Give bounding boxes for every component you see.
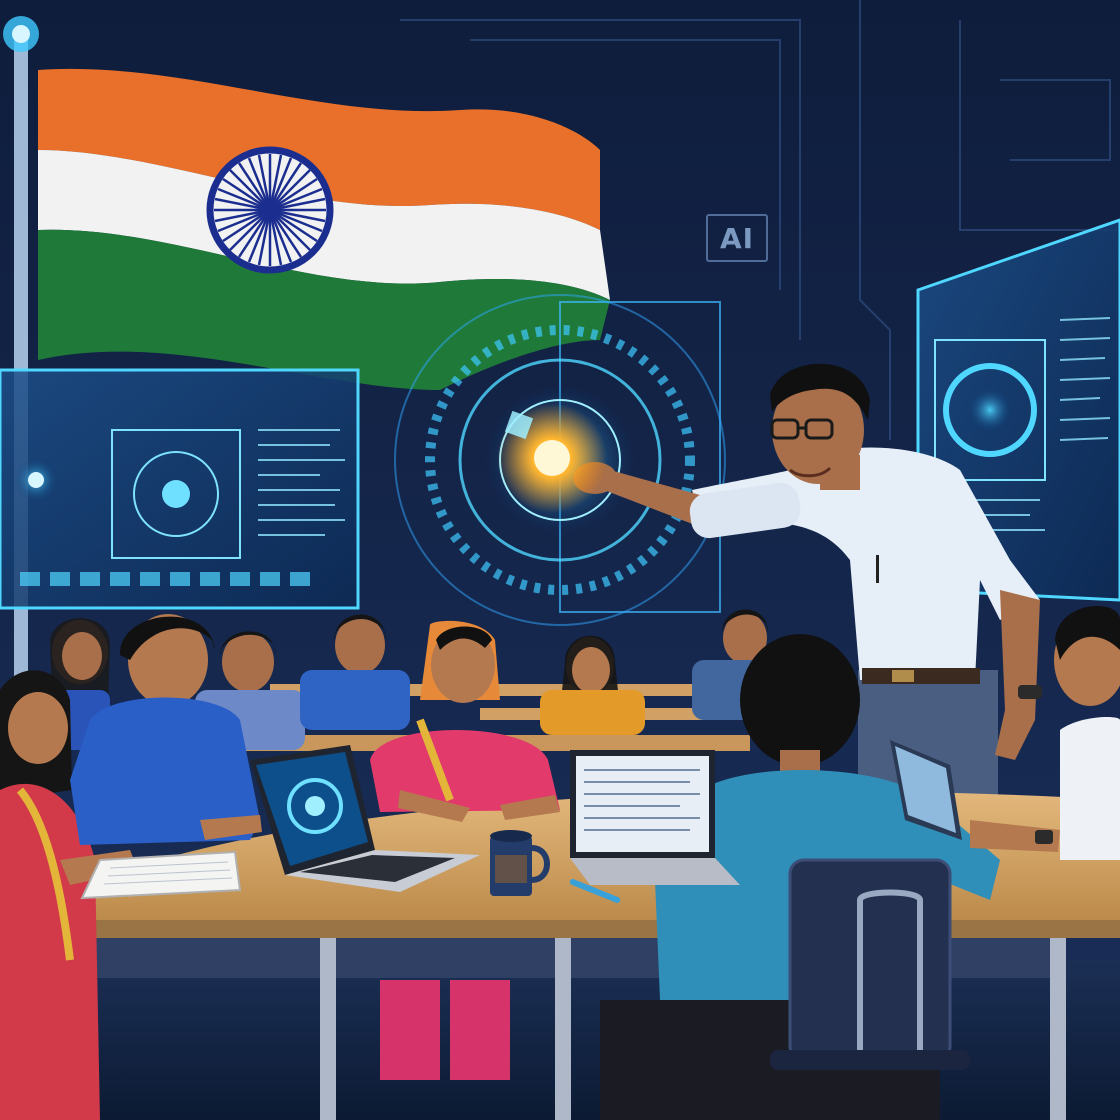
notebook [82,852,240,898]
hologram-panel-left [0,370,358,608]
ashoka-chakra-icon [210,150,330,270]
laptop-center [570,750,740,885]
indian-flag [38,69,610,390]
glowing-orb-icon [497,403,607,513]
ai-wall-sign: AI [706,214,768,262]
chair [770,860,970,1070]
